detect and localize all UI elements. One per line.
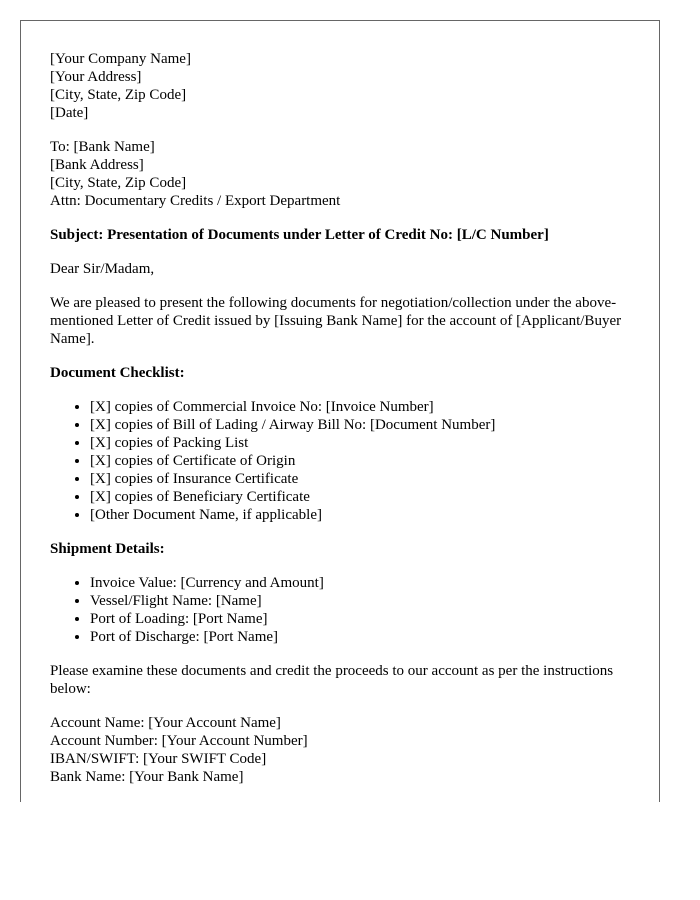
salutation: Dear Sir/Madam, (50, 261, 155, 277)
recipient-block (50, 138, 630, 210)
recipient-attn: Attn: Documentary Credits / Export Department (50, 193, 341, 209)
checklist-item: • [Other Document Name, if applicable] (90, 506, 630, 524)
checklist-item: • [X] copies of Insurance Certificate (90, 470, 630, 488)
sender-company: [Your Company Name] (50, 51, 191, 67)
shipment-item: • Vessel/Flight Name: [Name] (90, 592, 630, 610)
document-checklist-heading: Document Checklist: (50, 365, 185, 381)
shipment-item: • Port of Loading: [Port Name] (90, 610, 630, 628)
shipment-details-heading: Shipment Details: (50, 541, 165, 557)
account-number: Account Number: [Your Account Number] (50, 733, 308, 749)
sender-city-state-zip: [City, State, Zip Code] (50, 87, 187, 103)
checklist-item: • [X] copies of Commercial Invoice No: [Invoice Number] (90, 398, 630, 416)
account-details-block (50, 714, 630, 786)
sender-block (50, 50, 630, 122)
checklist-item: • [X] copies of Beneficiary Certificate (90, 488, 630, 506)
checklist-item: • [X] copies of Bill of Lading / Airway Bill No: [Document Number] (90, 416, 630, 434)
intro-paragraph: We are pleased to present the following documents for negotiation/collection under the above-mentioned Letter of Credit issued by [Issuing Bank Name] for the account of [Applicant/Buyer Name]. (50, 295, 622, 347)
letter-date: [Date] (50, 105, 89, 121)
letter-content (50, 50, 630, 786)
recipient-city-state-zip: [City, State, Zip Code] (50, 175, 187, 191)
shipment-item: • Port of Discharge: [Port Name] (90, 628, 630, 646)
recipient-address: [Bank Address] (50, 157, 144, 173)
account-bank-name: Bank Name: [Your Bank Name] (50, 769, 244, 785)
shipment-item: • Invoice Value: [Currency and Amount] (90, 574, 630, 592)
account-name: Account Name: [Your Account Name] (50, 715, 281, 731)
account-iban-swift: IBAN/SWIFT: [Your SWIFT Code] (50, 751, 267, 767)
shipment-details-list (50, 574, 630, 646)
sender-address: [Your Address] (50, 69, 142, 85)
checklist-item: • [X] copies of Certificate of Origin (90, 452, 630, 470)
instructions-paragraph: Please examine these documents and credit the proceeds to our account as per the instructions below: (50, 663, 614, 697)
subject-line: Subject: Presentation of Documents under Letter of Credit No: [L/C Number] (50, 227, 549, 243)
letter-page (20, 20, 660, 802)
recipient-to: To: [Bank Name] (50, 139, 155, 155)
checklist-item: • [X] copies of Packing List (90, 434, 630, 452)
document-checklist (50, 398, 630, 524)
